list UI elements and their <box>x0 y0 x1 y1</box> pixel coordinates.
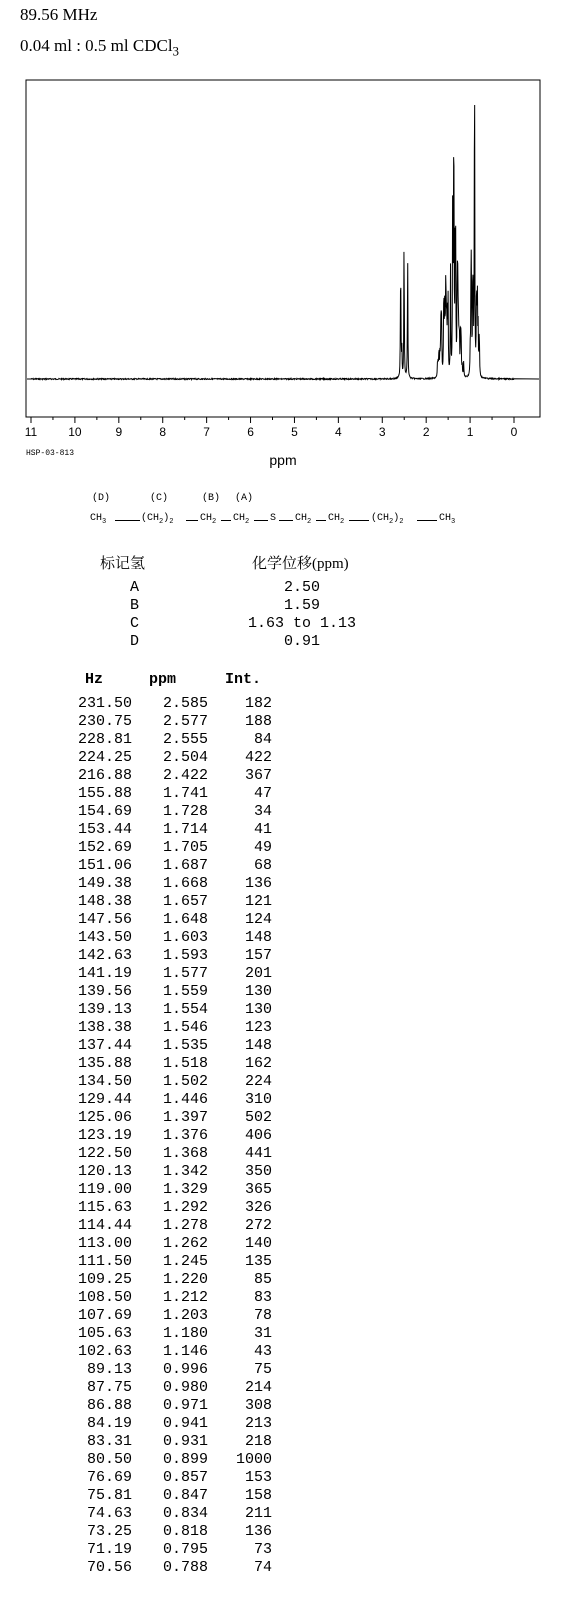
assignment-shift: 1.63 to 1.13 <box>247 615 357 632</box>
group-ch2-right-2: $CH_2$ <box>328 513 345 526</box>
peak-ppm: 1.292 <box>162 1199 208 1216</box>
peak-hz: 76.69 <box>86 1469 132 1486</box>
group-ch3-right: $CH_3$ <box>439 513 456 526</box>
peak-intensity: 502 <box>244 1109 272 1126</box>
peak-hz: 155.88 <box>77 785 132 802</box>
peak-ppm: 1.502 <box>162 1073 208 1090</box>
peak-hz: 139.56 <box>77 983 132 1000</box>
peak-ppm: 2.422 <box>162 767 208 784</box>
peak-ppm: 1.728 <box>162 803 208 820</box>
bond <box>186 520 198 521</box>
peak-intensity: 182 <box>244 695 272 712</box>
x-axis-tick-labels <box>25 425 518 439</box>
peak-intensity: 34 <box>253 803 272 820</box>
group-ch3-left: $CH_3$ <box>90 513 107 526</box>
peak-intensity: 365 <box>244 1181 272 1198</box>
peak-ppm: 1.446 <box>162 1091 208 1108</box>
peak-intensity: 310 <box>244 1091 272 1108</box>
peak-intensity: 272 <box>244 1217 272 1234</box>
peak-ppm: 1.329 <box>162 1181 208 1198</box>
x-axis-ticks <box>31 417 514 423</box>
peak-hz: 147.56 <box>77 911 132 928</box>
peak-ppm: 1.668 <box>162 875 208 892</box>
peak-hz: 125.06 <box>77 1109 132 1126</box>
peak-ppm: 0.788 <box>162 1559 208 1576</box>
peak-ppm: 1.603 <box>162 929 208 946</box>
peak-intensity: 157 <box>244 947 272 964</box>
peak-ppm: 1.559 <box>162 983 208 1000</box>
peak-hz: 224.25 <box>77 749 132 766</box>
peak-hz: 120.13 <box>77 1163 132 1180</box>
peak-hz: 75.81 <box>86 1487 132 1504</box>
peak-intensity: 47 <box>253 785 272 802</box>
peak-hz: 134.50 <box>77 1073 132 1090</box>
peak-ppm: 0.899 <box>162 1451 208 1468</box>
peak-ppm: 1.278 <box>162 1217 208 1234</box>
peak-intensity: 1000 <box>235 1451 272 1468</box>
peak-intensity: 121 <box>244 893 272 910</box>
concentration-text: 0.04 ml : 0.5 ml CDCl <box>20 36 173 55</box>
peak-intensity: 74 <box>253 1559 272 1576</box>
group-ch2-2-left: $(CH_2)_2$ <box>141 513 174 526</box>
peak-intensity: 49 <box>253 839 272 856</box>
peak-intensity: 68 <box>253 857 272 874</box>
peak-intensity: 140 <box>244 1235 272 1252</box>
x-tick-label: 0 <box>510 425 518 439</box>
peak-hz: 153.44 <box>77 821 132 838</box>
peak-intensity: 75 <box>253 1361 272 1378</box>
peak-hz: 139.13 <box>77 1001 132 1018</box>
x-tick-label: 3 <box>378 425 386 439</box>
assignment-label: C <box>130 615 140 632</box>
peak-hz: 89.13 <box>86 1361 132 1378</box>
peak-intensity: 130 <box>244 983 272 1000</box>
peak-intensity: 158 <box>244 1487 272 1504</box>
peak-intensity: 211 <box>244 1505 272 1522</box>
x-tick-label: 8 <box>159 425 167 439</box>
peak-ppm: 1.657 <box>162 893 208 910</box>
peak-hz: 86.88 <box>86 1397 132 1414</box>
peak-ppm: 0.795 <box>162 1541 208 1558</box>
peak-intensity: 162 <box>244 1055 272 1072</box>
peak-hz: 148.38 <box>77 893 132 910</box>
assignment-label: D <box>130 633 140 650</box>
x-tick-label: 4 <box>335 425 342 439</box>
peak-ppm: 1.146 <box>162 1343 208 1360</box>
x-tick-label: 9 <box>115 425 123 439</box>
group-ch2-2-right: $(CH_2)_2$ <box>371 513 404 526</box>
peak-hz: 123.19 <box>77 1127 132 1144</box>
nmr-spectrum-plot <box>0 0 570 470</box>
peak-header-ppm: ppm <box>149 671 177 688</box>
peak-intensity: 213 <box>244 1415 272 1432</box>
peak-intensity: 31 <box>253 1325 272 1342</box>
assignment-shift: 2.50 <box>283 579 320 596</box>
peak-hz: 70.56 <box>86 1559 132 1576</box>
peak-hz: 216.88 <box>77 767 132 784</box>
bond <box>316 520 326 521</box>
spectrum-trace <box>27 105 539 380</box>
peak-hz: 154.69 <box>77 803 132 820</box>
peak-ppm: 1.368 <box>162 1145 208 1162</box>
peak-hz: 114.44 <box>77 1217 132 1234</box>
group-ch2-a: $CH_2$ <box>233 513 250 526</box>
peak-hz: 141.19 <box>77 965 132 982</box>
peak-ppm: 1.554 <box>162 1001 208 1018</box>
peak-ppm: 0.931 <box>162 1433 208 1450</box>
group-ch2-right-1: $CH_2$ <box>295 513 312 526</box>
peak-ppm: 2.585 <box>162 695 208 712</box>
peak-intensity: 224 <box>244 1073 272 1090</box>
peak-ppm: 1.203 <box>162 1307 208 1324</box>
peak-ppm: 1.648 <box>162 911 208 928</box>
peak-intensity: 201 <box>244 965 272 982</box>
peak-hz: 151.06 <box>77 857 132 874</box>
assignment-shift: 1.59 <box>283 597 320 614</box>
peak-intensity: 308 <box>244 1397 272 1414</box>
peak-intensity: 422 <box>244 749 272 766</box>
peak-intensity: 41 <box>253 821 272 838</box>
peak-ppm: 0.980 <box>162 1379 208 1396</box>
bond <box>349 520 369 521</box>
x-tick-label: 7 <box>203 425 210 439</box>
peak-hz: 73.25 <box>86 1523 132 1540</box>
peak-ppm: 0.857 <box>162 1469 208 1486</box>
peak-intensity: 214 <box>244 1379 272 1396</box>
peak-hz: 231.50 <box>77 695 132 712</box>
peak-hz: 113.00 <box>77 1235 132 1252</box>
peak-ppm: 1.714 <box>162 821 208 838</box>
peak-ppm: 1.376 <box>162 1127 208 1144</box>
peak-hz: 74.63 <box>86 1505 132 1522</box>
x-axis-label: ppm <box>269 452 297 468</box>
x-tick-label: 1 <box>466 425 474 439</box>
x-tick-label: 6 <box>247 425 254 439</box>
peak-hz: 137.44 <box>77 1037 132 1054</box>
peak-intensity: 441 <box>244 1145 272 1162</box>
spectrometer-frequency: 89.56 MHz <box>20 5 98 24</box>
peak-ppm: 0.818 <box>162 1523 208 1540</box>
peak-intensity: 350 <box>244 1163 272 1180</box>
peak-header-hz: Hz <box>85 671 104 688</box>
peak-hz: 129.44 <box>77 1091 132 1108</box>
peak-ppm: 1.593 <box>162 947 208 964</box>
peak-intensity: 136 <box>244 1523 272 1540</box>
peak-intensity: 367 <box>244 767 272 784</box>
peak-ppm: 1.397 <box>162 1109 208 1126</box>
peak-hz: 107.69 <box>77 1307 132 1324</box>
peak-intensity: 135 <box>244 1253 272 1270</box>
peak-ppm: 1.245 <box>162 1253 208 1270</box>
molecular-structure <box>90 493 510 529</box>
peak-ppm: 0.834 <box>162 1505 208 1522</box>
peak-intensity: 188 <box>244 713 272 730</box>
bond <box>115 520 140 521</box>
structure-label-a: (A) <box>235 493 254 504</box>
bond <box>417 520 437 521</box>
peak-hz: 135.88 <box>77 1055 132 1072</box>
peak-ppm: 1.687 <box>162 857 208 874</box>
x-tick-label: 10 <box>68 425 82 439</box>
peak-hz: 228.81 <box>77 731 132 748</box>
peak-intensity: 326 <box>244 1199 272 1216</box>
peak-intensity: 83 <box>253 1289 272 1306</box>
peak-intensity: 78 <box>253 1307 272 1324</box>
peak-intensity: 148 <box>244 1037 272 1054</box>
peak-intensity: 136 <box>244 875 272 892</box>
assignment-shift: 0.91 <box>283 633 320 650</box>
peak-hz: 111.50 <box>77 1253 132 1270</box>
peak-ppm: 1.741 <box>162 785 208 802</box>
peak-intensity: 218 <box>244 1433 272 1450</box>
peak-hz: 149.38 <box>77 875 132 892</box>
bond <box>254 520 268 521</box>
structure-label-b: (B) <box>202 493 221 504</box>
peak-intensity: 124 <box>244 911 272 928</box>
peak-header-int: Int. <box>225 671 262 688</box>
x-tick-label: 2 <box>422 425 430 439</box>
peak-hz: 152.69 <box>77 839 132 856</box>
peak-ppm: 0.941 <box>162 1415 208 1432</box>
assignment-label: A <box>130 579 140 596</box>
peak-hz: 83.31 <box>86 1433 132 1450</box>
peak-ppm: 0.847 <box>162 1487 208 1504</box>
structure-label-c: (C) <box>150 493 169 504</box>
assignment-header-label: 标记氢 <box>100 556 146 572</box>
peak-intensity: 123 <box>244 1019 272 1036</box>
assignment-label: B <box>130 597 140 614</box>
x-tick-label: 5 <box>291 425 298 439</box>
peak-hz: 138.38 <box>77 1019 132 1036</box>
bond <box>279 520 293 521</box>
peak-intensity: 153 <box>244 1469 272 1486</box>
peak-ppm: 2.504 <box>162 749 208 766</box>
peak-intensity: 406 <box>244 1127 272 1144</box>
peak-hz: 142.63 <box>77 947 132 964</box>
peak-ppm: 1.535 <box>162 1037 208 1054</box>
structure-label-d: (D) <box>92 493 111 504</box>
peak-hz: 87.75 <box>86 1379 132 1396</box>
peak-hz: 115.63 <box>77 1199 132 1216</box>
peak-ppm: 2.577 <box>162 713 208 730</box>
peak-ppm: 1.180 <box>162 1325 208 1342</box>
peak-ppm: 1.518 <box>162 1055 208 1072</box>
peak-hz: 119.00 <box>77 1181 132 1198</box>
peak-hz: 80.50 <box>86 1451 132 1468</box>
peak-hz: 105.63 <box>77 1325 132 1342</box>
peak-intensity: 43 <box>253 1343 272 1360</box>
bond <box>221 520 231 521</box>
peak-hz: 84.19 <box>86 1415 132 1432</box>
peak-ppm: 1.705 <box>162 839 208 856</box>
peak-ppm: 0.996 <box>162 1361 208 1378</box>
group-sulfur: S <box>270 513 277 524</box>
peak-intensity: 84 <box>253 731 272 748</box>
peak-hz: 143.50 <box>77 929 132 946</box>
peak-intensity: 148 <box>244 929 272 946</box>
peak-hz: 108.50 <box>77 1289 132 1306</box>
group-ch2-b: $CH_2$ <box>200 513 217 526</box>
peak-hz: 71.19 <box>86 1541 132 1558</box>
peak-intensity: 85 <box>253 1271 272 1288</box>
peak-hz: 102.63 <box>77 1343 132 1360</box>
peak-ppm: 1.577 <box>162 965 208 982</box>
assignment-header-shift: 化学位移(ppm) <box>252 556 349 572</box>
peak-ppm: 1.220 <box>162 1271 208 1288</box>
spectrum-code: HSP-03-813 <box>26 449 75 458</box>
peak-hz: 122.50 <box>77 1145 132 1162</box>
concentration-subscript: 3 <box>172 43 180 59</box>
peak-ppm: 1.262 <box>162 1235 208 1252</box>
peak-ppm: 0.971 <box>162 1397 208 1414</box>
x-tick-label: 11 <box>24 425 38 439</box>
peak-ppm: 1.212 <box>162 1289 208 1306</box>
peak-ppm: 1.546 <box>162 1019 208 1036</box>
peak-hz: 230.75 <box>77 713 132 730</box>
peak-intensity: 73 <box>253 1541 272 1558</box>
peak-intensity: 130 <box>244 1001 272 1018</box>
peak-ppm: 1.342 <box>162 1163 208 1180</box>
peak-hz: 109.25 <box>77 1271 132 1288</box>
peak-ppm: 2.555 <box>162 731 208 748</box>
